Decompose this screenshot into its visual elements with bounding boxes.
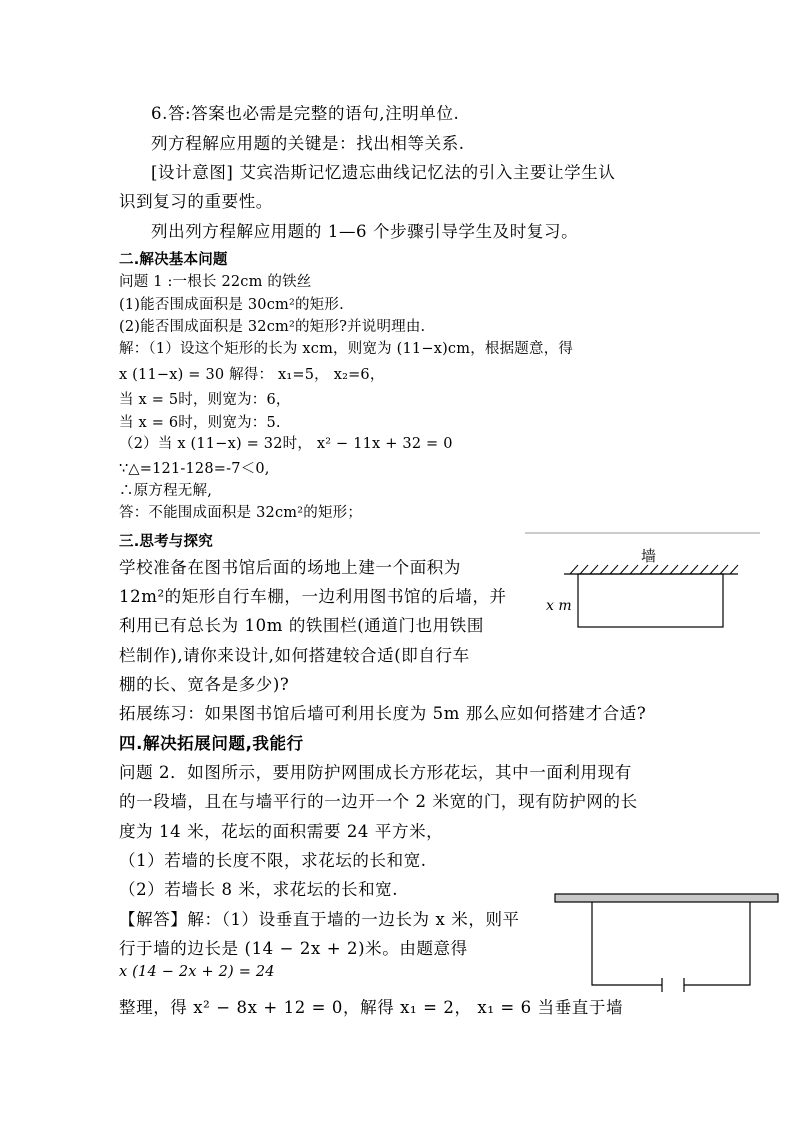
text-line: (1)能否围成面积是 30cm²的矩形. bbox=[119, 297, 344, 313]
text-line: x (11−x) = 30 解得： x₁=5， x₂=6， bbox=[119, 367, 385, 383]
wall-label: 墙 bbox=[641, 547, 657, 565]
text-line: 列出列方程解应用题的 1—6 个步骤引导学生及时复习。 bbox=[151, 222, 579, 241]
text-line: 【解答】解：（1）设垂直于墙的一边长为 x 米，则平 bbox=[119, 910, 520, 929]
text-line: 当 x = 6时，则宽为：5. bbox=[119, 415, 281, 431]
text-line: ∵△=121-128=-7＜0, bbox=[119, 461, 270, 477]
text-line: 栏制作),请你来设计,如何搭建较合适(即自行车 bbox=[119, 646, 470, 665]
side-label: x m bbox=[546, 598, 572, 614]
text-line: (2)能否围成面积是 32cm²的矩形?并说明理由. bbox=[119, 319, 426, 335]
text-line: 6.答:答案也必需是完整的语句,注明单位. bbox=[151, 104, 460, 123]
text-line: 答：不能围成面积是 32cm²的矩形； bbox=[119, 505, 363, 521]
text-line: 列方程解应用题的关键是：找出相等关系. bbox=[151, 134, 465, 153]
text-line: 问题 2．如图所示，要用防护网围成长方形花坛，其中一面利用现有 bbox=[119, 763, 632, 782]
flower-bed-outline bbox=[592, 902, 750, 985]
section-heading: 四.解决拓展问题,我能行 bbox=[119, 734, 304, 753]
text-line: 拓展练习：如果图书馆后墙可利用长度为 5m 那么应如何搭建才合适? bbox=[119, 704, 647, 723]
text-line: [设计意图] 艾宾浩斯记忆遗忘曲线记忆法的引入主要让学生认 bbox=[151, 163, 616, 182]
text-line: 的一段墙，且在与墙平行的一边开一个 2 米宽的门，现有防护网的长 bbox=[119, 792, 638, 811]
text-line: 度为 14 米，花坛的面积需要 24 平方米， bbox=[119, 822, 444, 841]
text-line: 行于墙的边长是 (14 − 2x + 2)米。由题意得 bbox=[119, 939, 468, 958]
flower-bed-figure bbox=[552, 888, 782, 998]
text-line: 12m²的矩形自行车棚，一边利用图书馆的后墙，并 bbox=[119, 587, 507, 606]
text-line: （2）当 x (11−x) = 32时， x² − 11x + 32 = 0 bbox=[119, 436, 453, 452]
text-line: 识到复习的重要性。 bbox=[119, 192, 273, 211]
text-line: （1）若墙的长度不限，求花坛的长和宽. bbox=[119, 851, 427, 870]
text-line: 利用已有总长为 10m 的铁围栏(通道门也用铁围 bbox=[119, 616, 484, 635]
text-line: 当 x = 5时，则宽为：6， bbox=[119, 392, 291, 408]
wall-bar bbox=[555, 894, 778, 902]
text-line: 棚的长、宽各是多少)? bbox=[119, 675, 290, 694]
bike-shed-figure bbox=[520, 528, 770, 638]
wall-hatching bbox=[570, 565, 738, 574]
text-line: 解：（1）设这个矩形的长为 xcm，则宽为 (11−x)cm，根据题意，得 bbox=[119, 341, 574, 357]
text-line: 学校准备在图书馆后面的场地上建一个面积为 bbox=[119, 558, 461, 577]
text-line: （2）若墙长 8 米，求花坛的长和宽. bbox=[119, 880, 399, 899]
shed-rectangle bbox=[578, 574, 723, 627]
text-line: 问题 1 :一根长 22cm 的铁丝 bbox=[119, 274, 312, 290]
equation-line: x (14 − 2x + 2) = 24 bbox=[119, 964, 275, 980]
text-line: ∴原方程无解, bbox=[119, 483, 213, 499]
text-line: 整理，得 x² − 8x + 12 = 0，解得 x₁ = 2， x₁ = 6 当垂直于墙 bbox=[119, 998, 624, 1017]
section-heading: 三.思考与探究 bbox=[119, 534, 213, 550]
section-heading: 二.解决基本问题 bbox=[119, 252, 228, 268]
